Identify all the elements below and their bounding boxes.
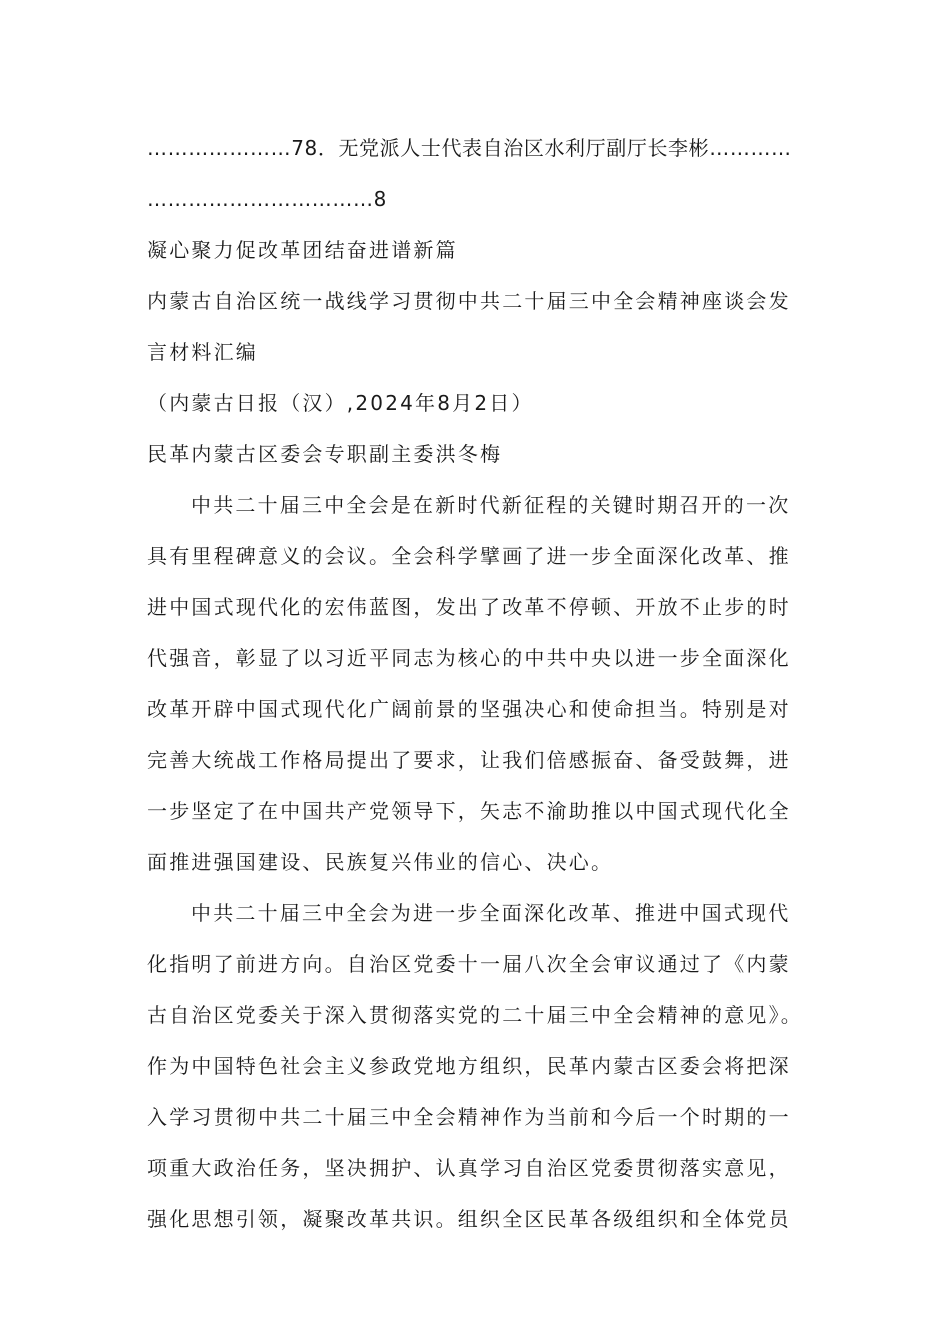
paragraph-line: 作为中国特色社会主义参政党地方组织，民革内蒙古区委会将把深: [147, 1054, 791, 1078]
document-body: [147, 123, 817, 1245]
paragraph-line: 入学习贯彻中共二十届三中全会精神作为当前和今后一个时期的一: [147, 1105, 791, 1129]
paragraph-line: 古自治区党委关于深入贯彻落实党的二十届三中全会精神的意见》。: [147, 1003, 803, 1027]
article-subtitle-line-2: 言材料汇编: [147, 340, 258, 364]
paragraph-line: 一步坚定了在中国共产党领导下，矢志不渝助推以中国式现代化全: [147, 799, 791, 823]
article-subtitle-line-1: 内蒙古自治区统一战线学习贯彻中共二十届三中全会精神座谈会发: [147, 289, 791, 313]
paragraph-line: 代强音，彰显了以习近平同志为核心的中共中央以进一步全面深化: [147, 646, 791, 670]
article-title: 凝心聚力促改革团结奋进谱新篇: [147, 238, 458, 262]
toc-entry-line-2[interactable]: ……………………………8: [147, 187, 387, 211]
article-speaker: 民革内蒙古区委会专职副主委洪冬梅: [147, 442, 503, 466]
paragraph-line: 化指明了前进方向。自治区党委十一届八次全会审议通过了《内蒙: [147, 952, 791, 976]
paragraph-line: 面推进强国建设、民族复兴伟业的信心、决心。: [147, 850, 614, 874]
paragraph-line: 中共二十届三中全会是在新时代新征程的关键时期召开的一次: [191, 493, 791, 517]
paragraph-line: 强化思想引领，凝聚改革共识。组织全区民革各级组织和全体党员: [147, 1207, 791, 1231]
paragraph-line: 完善大统战工作格局提出了要求，让我们倍感振奋、备受鼓舞，进: [147, 748, 791, 772]
paragraph-line: 中共二十届三中全会为进一步全面深化改革、推进中国式现代: [191, 901, 791, 925]
toc-entry-line-1[interactable]: …………………78．无党派人士代表自治区水利厅副厅长李彬…………: [147, 136, 792, 160]
paragraph-line: 改革开辟中国式现代化广阔前景的坚强决心和使命担当。特别是对: [147, 697, 791, 721]
paragraph-1: [147, 480, 817, 888]
paragraph-2: [147, 888, 817, 1245]
paragraph-line: 具有里程碑意义的会议。全会科学擘画了进一步全面深化改革、推: [147, 544, 791, 568]
article-source: （内蒙古日报（汉）,2024年8月2日）: [147, 391, 534, 415]
paragraph-line: 进中国式现代化的宏伟蓝图，发出了改革不停顿、开放不止步的时: [147, 595, 791, 619]
paragraph-line: 项重大政治任务，坚决拥护、认真学习自治区党委贯彻落实意见，: [147, 1156, 791, 1180]
